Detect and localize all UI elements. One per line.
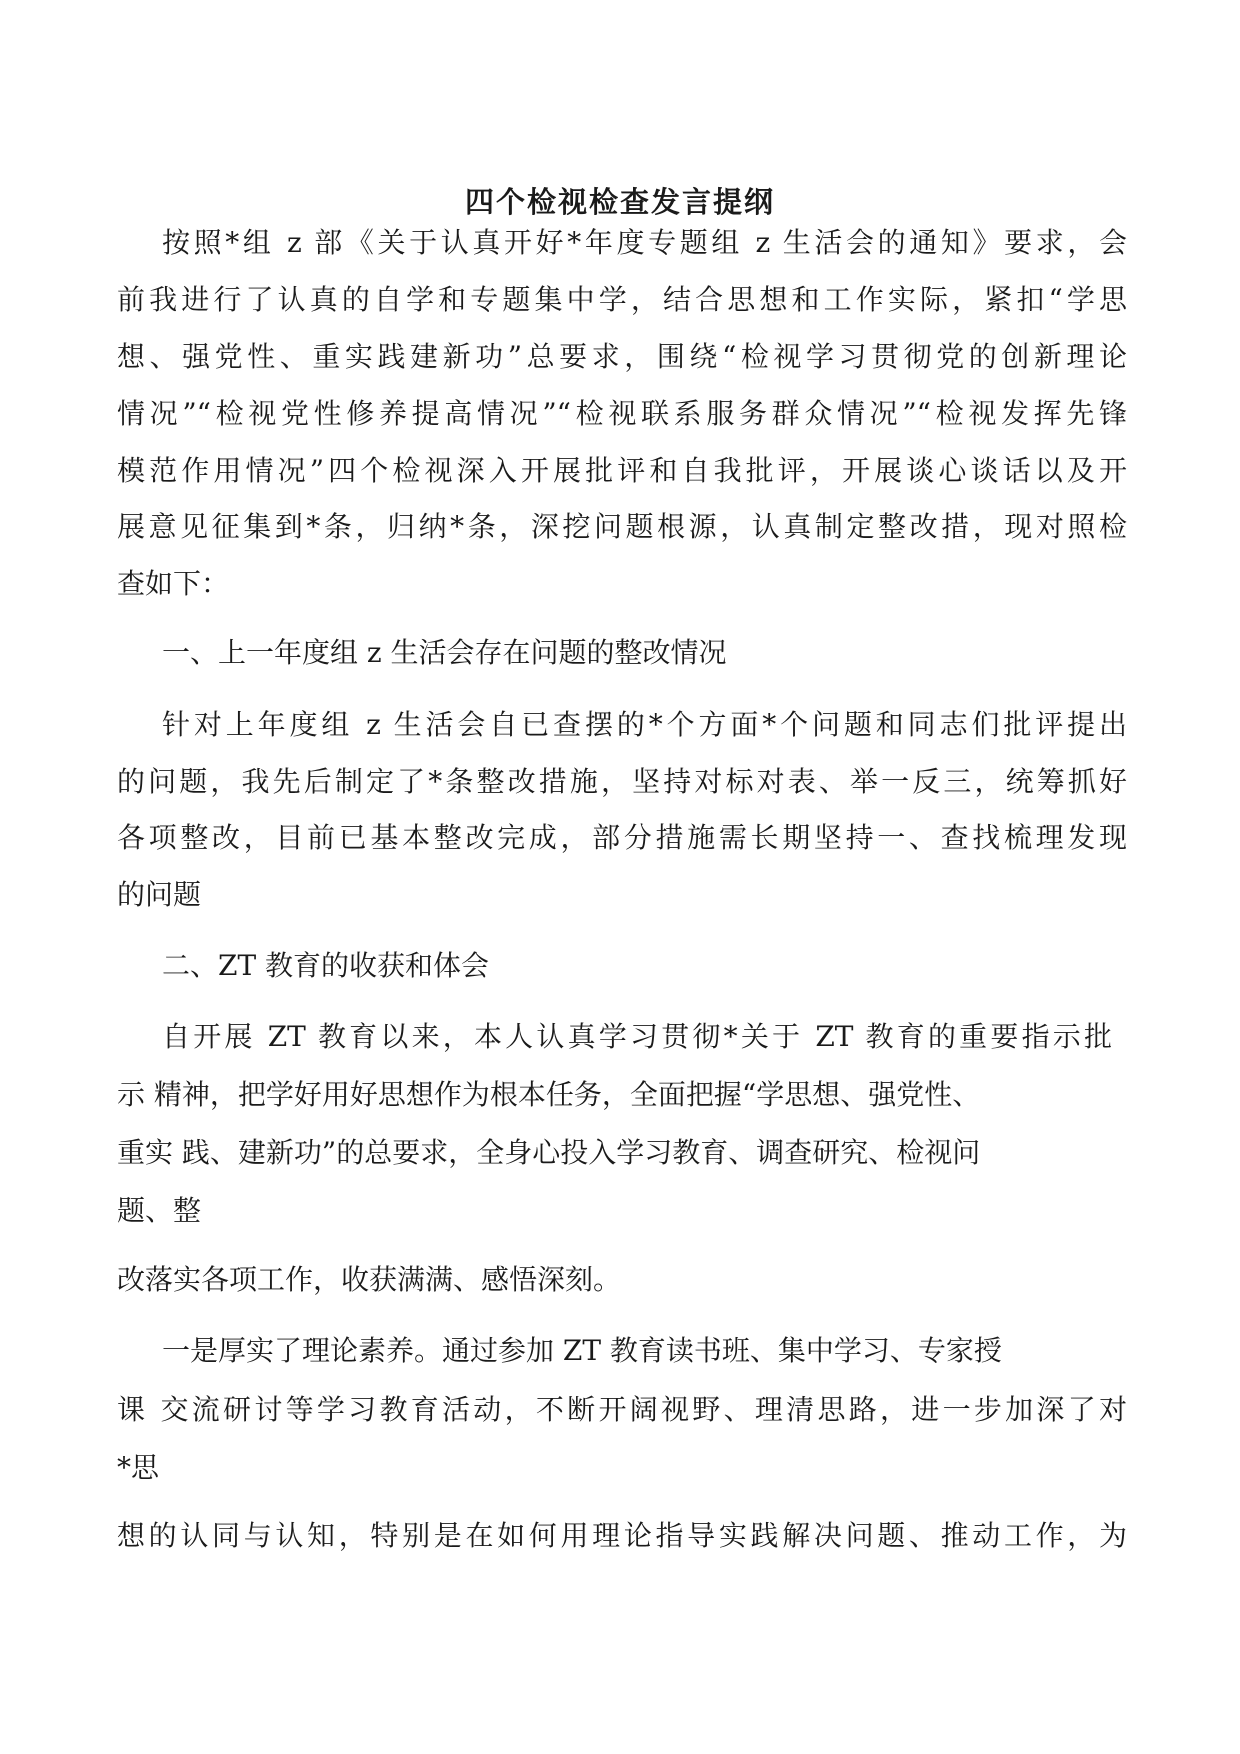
paragraph-line: 想的认同与认知，特别是在如何用理论指导实践解决问题、推动工作，为 [117,1519,1127,1552]
paragraph-line: 情况”“检视党性修养提高情况”“检视联系服务群众情况”“检视发挥先锋 [117,397,1127,430]
paragraph-line: 各项整改，目前已基本整改完成，部分措施需长期坚持一、查找梳理发现 [117,821,1127,854]
paragraph-line: 想、强党性、重实践建新功”总要求，围绕“检视学习贯彻党的创新理论 [117,340,1127,373]
section-heading: 一、上一年度组 z 生活会存在问题的整改情况 [162,636,727,669]
paragraph-line: 一是厚实了理论素养。通过参加 ZT 教育读书班、集中学习、专家授 [162,1334,1002,1367]
section-heading: 二、ZT 教育的收获和体会 [162,949,490,982]
paragraph-line: 自开展 ZT 教育以来，本人认真学习贯彻*关于 ZT 教育的重要指示批 [162,1020,1112,1053]
paragraph-line: 展意见征集到*条，归纳*条，深挖问题根源，认真制定整改措，现对照检 [117,510,1127,543]
paragraph-line: 的问题 [117,878,202,911]
paragraph-line: 的问题，我先后制定了*条整改措施，坚持对标对表、举一反三，统筹抓好 [117,765,1127,798]
document-title: 四个检视检查发言提纲 [464,185,775,219]
paragraph-line: 前我进行了认真的自学和专题集中学，结合思想和工作实际，紧扣“学思 [117,283,1127,316]
paragraph-line: 针对上年度组 z 生活会自已查摆的*个方面*个问题和同志们批评提出 [162,708,1127,741]
paragraph-line: 改落实各项工作，收获满满、感悟深刻。 [117,1263,622,1296]
paragraph-line: *思 [117,1451,160,1484]
paragraph-line: 模范作用情况”四个检视深入开展批评和自我批评，开展谈心谈话以及开 [117,454,1127,487]
paragraph-line: 查如下： [117,567,230,600]
paragraph-line: 课 交流研讨等学习教育活动，不断开阔视野、理清思路，进一步加深了对 [117,1393,1127,1426]
paragraph-line: 按照*组 z 部《关于认真开好*年度专题组 z 生活会的通知》要求，会 [162,226,1127,259]
paragraph-line: 题、整 [117,1194,202,1227]
paragraph-line: 示 精神，把学好用好思想作为根本任务，全面把握“学思想、强党性、 [117,1078,981,1111]
paragraph-line: 重实 践、建新功”的总要求，全身心投入学习教育、调查研究、检视问 [117,1136,981,1169]
